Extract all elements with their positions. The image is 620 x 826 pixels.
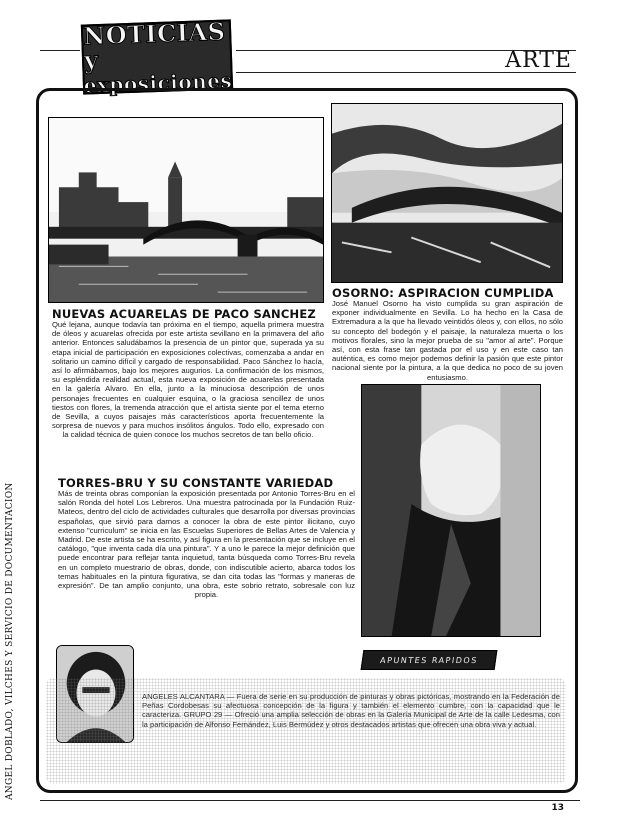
sanchez-body: Qué lejana, aunque todavía tan próxima en el tiempo, aquella primera muestra de óleos y acuarelas ofrecida por este artista sevillano en la primavera del año anterior. Entonces saludábamos la presencia de un pintor que, superada ya su etapa inicial de participación en exposiciones colectivas, comenzaba a andar en solitario un camino difícil y cargado de responsabilidad. Paco Sánchez lo hacía, así lo afirmábamos, bajo los mejores augurios. La confirmación de los mismos, su espléndida realidad actual, esta nueva exposición de acuarelas presentada en la galería Alvaro. En ella, junto a la minuciosa descripción de unos personajes frecuentes en cualquier esquina, o la graciosa sencillez de unos tiestos con flores, la tremenda atracción que el artista siente por el tema eterno de Sevilla, a cuyos paisajes más característicos aporta frecuentemente la sorpresa de nuevos y para muchos insólitos ángulos. Todo ello, expresado con la calidad técnica de quien conoce los muchos secretos de tan bello oficio. [52, 320, 324, 440]
osorno-title: OSORNO: ASPIRACION CUMPLIDA [332, 286, 554, 300]
logo-line-2: exposiciones [83, 67, 233, 98]
photo-credit: ANGEL DOBLADO, VILCHES Y SERVICIO DE DOCUMENTACION [5, 482, 15, 800]
section-title: ARTE [505, 48, 572, 73]
photo-osorno-painting [331, 103, 563, 283]
footer-rule [40, 800, 580, 801]
header-rule-left [40, 50, 80, 51]
page-number: 13 [551, 803, 564, 813]
torres-title: TORRES-BRU Y SU CONSTANTE VARIEDAD [58, 476, 334, 490]
column-logo [81, 16, 233, 98]
apuntes-rapidos-banner: APUNTES RAPIDOS [361, 650, 498, 670]
sanchez-title: NUEVAS ACUARELAS DE PACO SANCHEZ [52, 307, 316, 321]
photo-seville-bridge [48, 117, 324, 303]
osorno-body: José Manuel Osorno ha visto cumplida su gran aspiración de exponer individualmente en Sevilla. Lo ha hecho en la Casa de Extremadura a la que ha llevado veintidós óleos y, con ellos, no sólo su concepto del bodegón y el paisaje, la naturaleza muerta o los motivos florales, sino la mejor prueba de su "amor al arte". Porque así, con esta frase tan gastada por el uso y en este caso tan auténtica, es como mejor podemos definir la pasión que este pintor nacional siente por la pintura, a la que dedica no poco de su joven entusiasmo. [332, 299, 563, 382]
torres-body: Más de treinta obras componían la exposición presentada por Antonio Torres-Bru en el salón Ronda del hotel Los Lebreros. Una muestra patrocinada por la Fundación Ruiz-Mateos, dentro del ciclo de actividades culturales que desarrolla por diversas provincias españolas, que sirvió para darnos a conocer la obra de este pintor ilicitano, cuyo extenso "curriculum" se inicia en las Escuelas Superiores de Bellas Artes de Valencia y Madrid. De este artista se ha escrito, y así figura en la presentación que se incluye en el catálogo, "que inventa cada día una pintura". Y a uno le parece la mejor definición que puede encontrar para reflejar tanta inquietud, tanta búsqueda como Torres-Bru revela en un completo muestrario de obras, donde, con indiscutible acierto, abarca todos los temas habituales en la pintura figurativa, se dan cita todas las "formas y maneras de expresión". De tan amplio conjunto, una obra, este sobrio retrato, sobresale con luz propia. [58, 489, 355, 600]
logo-line-1: NOTICIAS y [82, 16, 226, 75]
photo-torres-bru-portrait [361, 384, 541, 637]
apuntes-body: ANGELES ALCANTARA — Fuera de serie en su producción de pinturas y obras pictóricas, mostrando en la Federación de Peñas Cordobesas su afectuosa concepción de la figura y también el elemento cumbre, con la capacidad que le caracteriza. GRUPO 29 — Ofreció una amplia selección de obras en la Galería Municipal de Arte de la calle Ledesma, con la participación de Alfonso Fernández, Luis Bermúdez y otros destacados artistas que ofrecen una obra viva y actual. [142, 692, 560, 729]
